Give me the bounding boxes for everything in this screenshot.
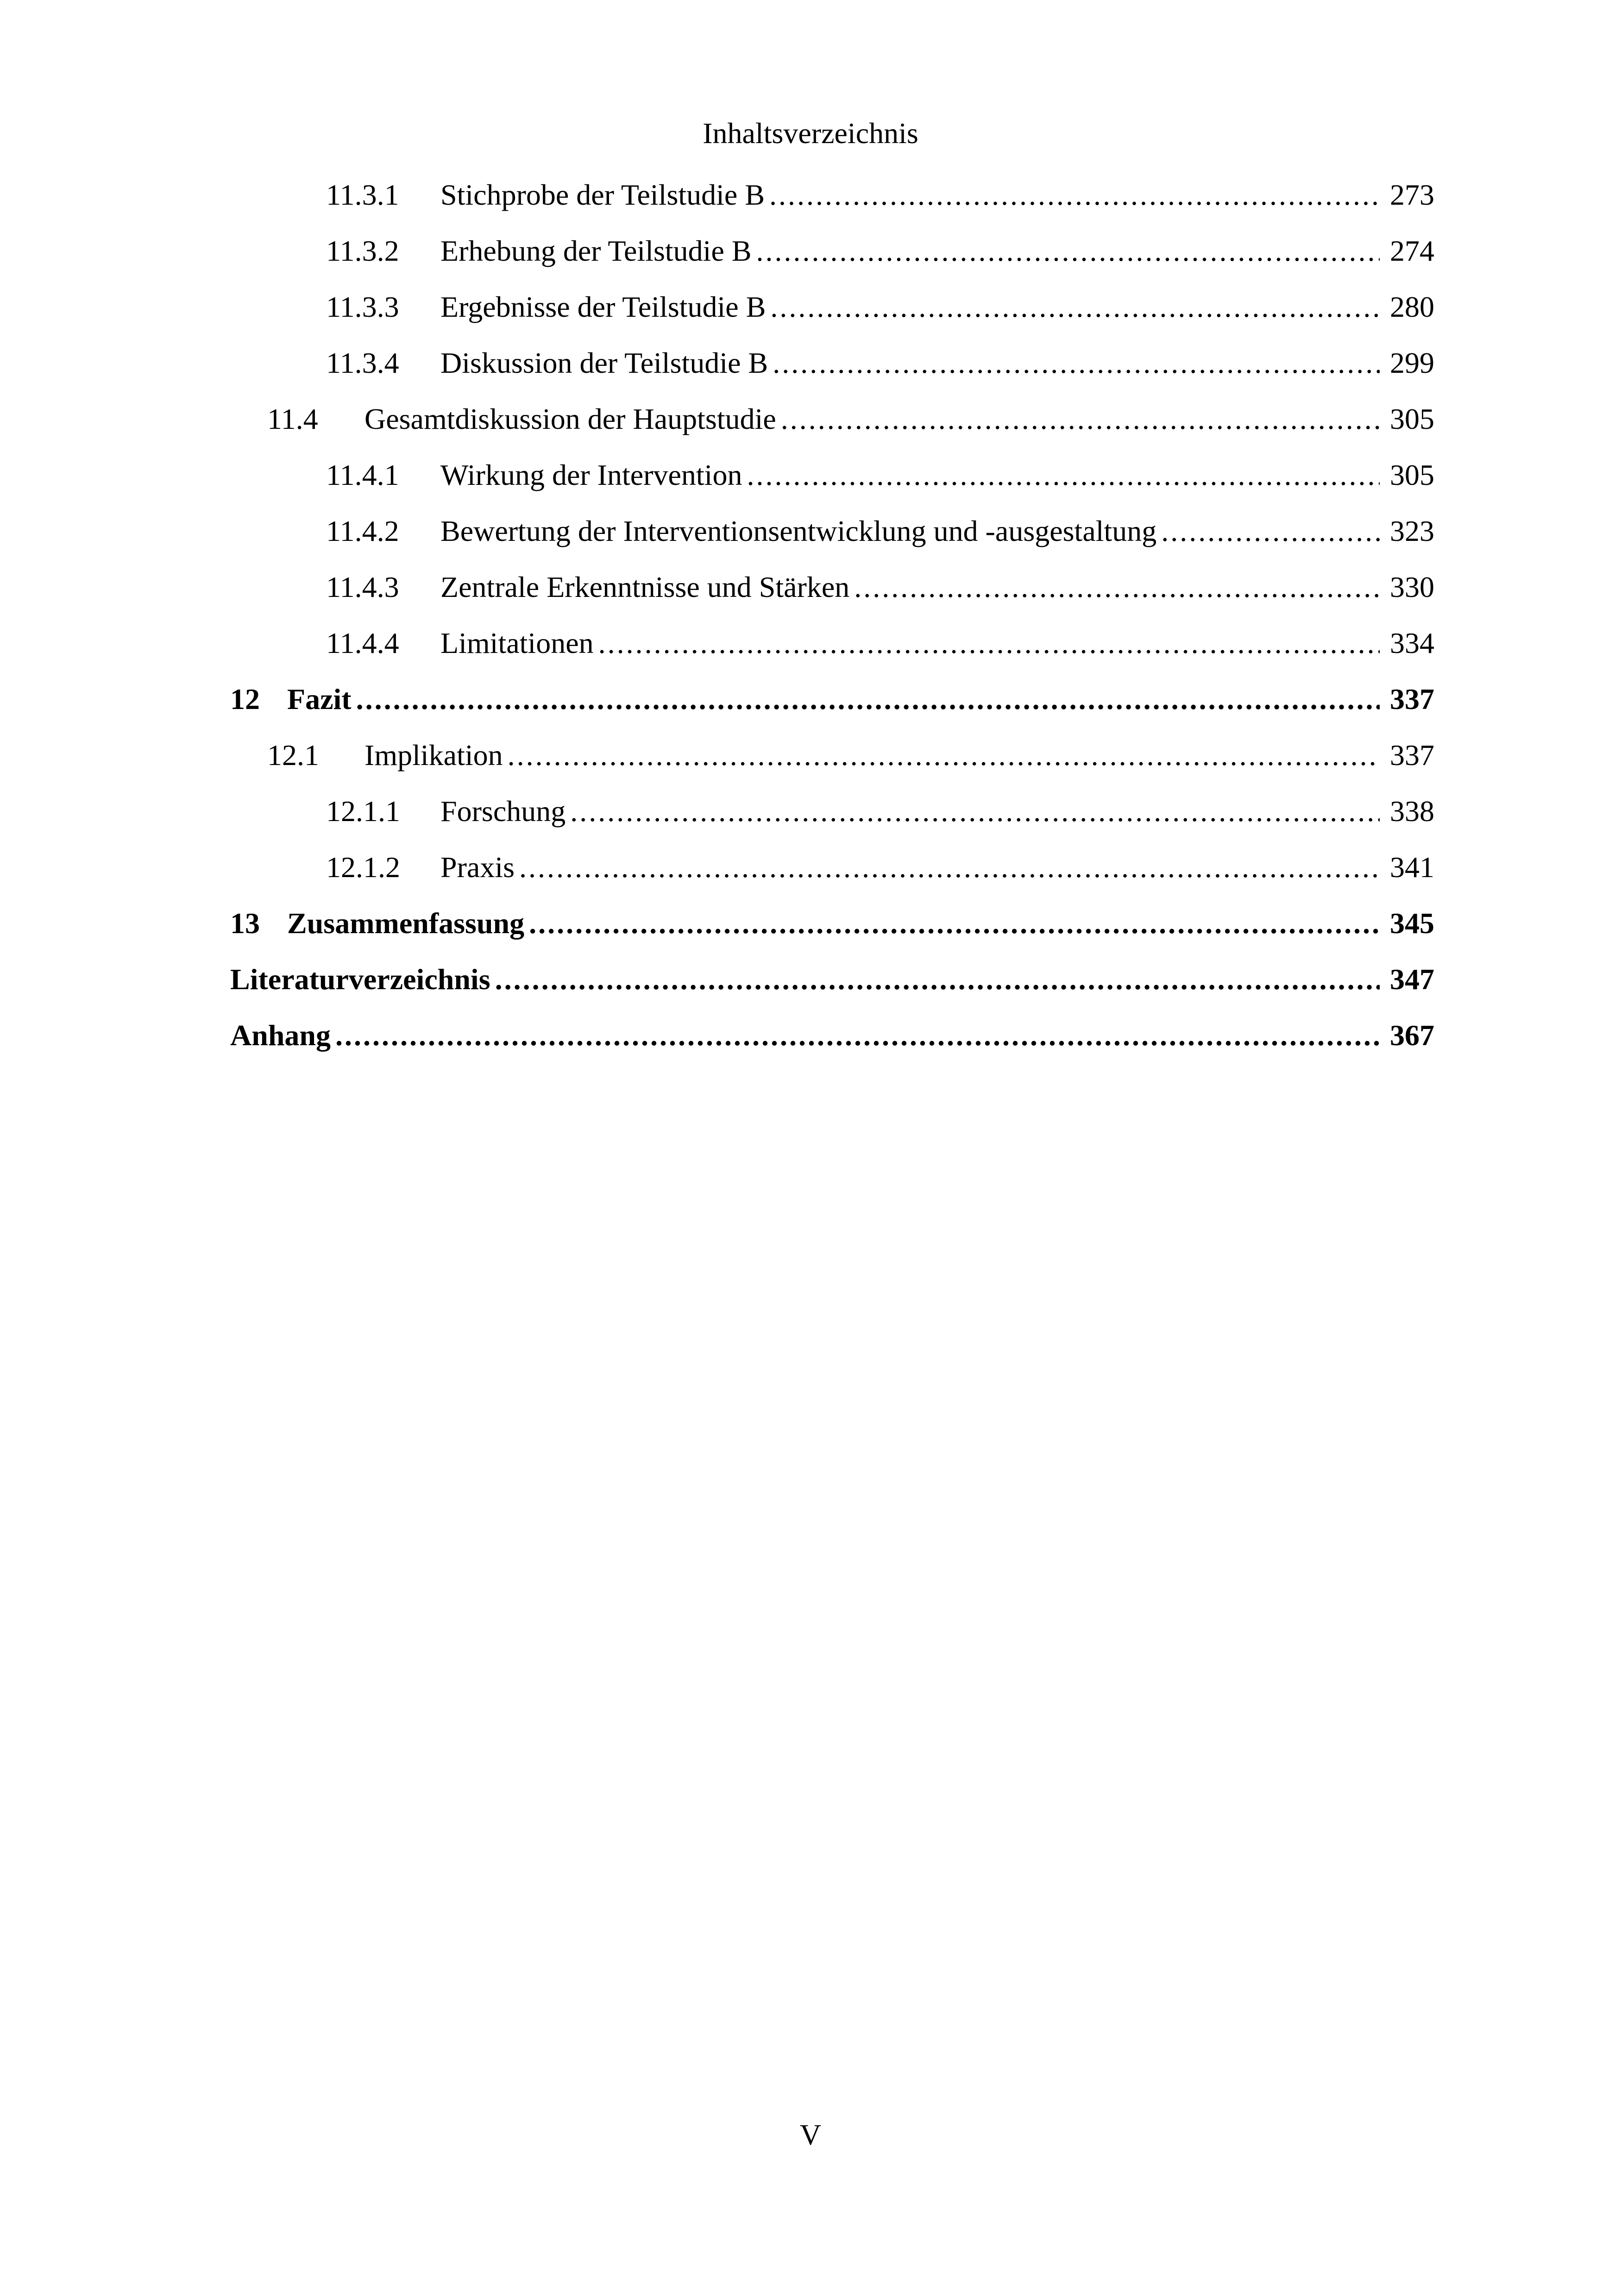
toc-entry-page: 305	[1390, 458, 1434, 491]
toc-entry-number: 11.3.4	[326, 346, 399, 379]
dot-leader	[770, 289, 1380, 326]
toc-entry-number: 11.3.3	[326, 290, 399, 323]
toc-entry-number: 11.3.2	[326, 234, 399, 267]
toc-entry-page: 274	[1390, 234, 1434, 267]
toc-entry-page: 334	[1390, 626, 1434, 659]
dot-leader	[519, 849, 1380, 886]
toc-entry[interactable]	[230, 391, 1434, 447]
toc-chapter-entry[interactable]	[230, 895, 1434, 951]
dot-leader	[495, 961, 1380, 998]
toc-chapter-entry[interactable]	[230, 671, 1434, 727]
dot-leader	[356, 681, 1380, 718]
dot-leader	[781, 401, 1380, 438]
page-number: V	[799, 2118, 822, 2151]
toc-entry-title: Wirkung der Intervention	[440, 458, 742, 491]
toc-entry-number: 12.1	[267, 738, 319, 772]
toc-entry-page: 337	[1390, 682, 1434, 715]
dot-leader	[598, 625, 1380, 662]
toc-entry[interactable]	[230, 279, 1434, 335]
toc-entry-page: 337	[1390, 738, 1434, 772]
toc-entry-page: 305	[1390, 402, 1434, 435]
toc-entry[interactable]	[230, 167, 1434, 223]
toc-entry-number: 12.1.2	[326, 850, 400, 884]
toc-entry-number: 11.4	[267, 402, 318, 435]
toc-entry-title: Forschung	[440, 794, 566, 828]
toc-entry-number: 11.4.4	[326, 626, 399, 659]
toc-entry-title: Limitationen	[440, 626, 594, 659]
dot-leader	[773, 345, 1380, 382]
dot-leader	[1161, 513, 1380, 550]
toc-entry-title: Implikation	[364, 738, 503, 772]
toc-entry-number: 12.1.1	[326, 794, 400, 828]
toc-entry-page: 280	[1390, 290, 1434, 323]
toc-entry[interactable]	[230, 727, 1434, 783]
toc-entry-page: 347	[1390, 962, 1434, 996]
toc-entry-page: 338	[1390, 794, 1434, 828]
toc-entry-title: Ergebnisse der Teilstudie B	[440, 290, 766, 323]
toc-entry-title: Gesamtdiskussion der Hauptstudie	[364, 402, 776, 435]
toc-entry-title: Erhebung der Teilstudie B	[440, 234, 752, 267]
toc-entry-page: 330	[1390, 570, 1434, 603]
toc-entry-title: Stichprobe der Teilstudie B	[440, 178, 765, 211]
toc-entry[interactable]	[230, 223, 1434, 279]
toc-entry[interactable]	[230, 503, 1434, 559]
toc-entry[interactable]	[230, 335, 1434, 391]
toc-entry-title: Literaturverzeichnis	[230, 962, 490, 996]
dot-leader	[756, 232, 1380, 270]
toc-entry-number: 11.4.1	[326, 458, 399, 491]
toc-chapter-entry[interactable]	[230, 1007, 1434, 1063]
toc-chapter-entry[interactable]	[230, 951, 1434, 1007]
toc-entry-page: 345	[1390, 906, 1434, 940]
running-header: Inhaltsverzeichnis	[703, 117, 918, 150]
toc-entry[interactable]	[230, 839, 1434, 895]
toc-entry[interactable]	[230, 559, 1434, 615]
toc-entry-page: 341	[1390, 850, 1434, 884]
toc-entry[interactable]	[230, 447, 1434, 503]
dot-leader	[335, 1017, 1380, 1054]
toc-entry-number: 12	[230, 682, 260, 715]
toc-entry-title: Praxis	[440, 850, 515, 884]
toc-entry-page: 367	[1390, 1018, 1434, 1052]
dot-leader	[508, 737, 1380, 774]
dot-leader	[529, 905, 1380, 942]
toc-entry-page: 273	[1390, 178, 1434, 211]
toc-entry[interactable]	[230, 783, 1434, 839]
toc-entry-title: Zusammenfassung	[287, 906, 525, 940]
toc-entry-title: Zentrale Erkenntnisse und Stärken	[440, 570, 850, 603]
toc-entry-title: Diskussion der Teilstudie B	[440, 346, 768, 379]
toc-entry-title: Bewertung der Interventionsentwicklung und -ausgestaltung	[440, 514, 1157, 547]
toc-entry-number: 11.4.3	[326, 570, 399, 603]
dot-leader	[769, 176, 1380, 213]
toc-entry-number: 11.3.1	[326, 178, 399, 211]
toc-entry-title: Fazit	[287, 682, 352, 715]
toc-entry-title: Anhang	[230, 1018, 331, 1052]
toc-entry-page: 299	[1390, 346, 1434, 379]
dot-leader	[854, 569, 1380, 606]
toc-entry[interactable]	[230, 615, 1434, 671]
dot-leader	[747, 457, 1380, 494]
table-of-contents	[230, 167, 1434, 1063]
toc-entry-number: 13	[230, 906, 260, 940]
dot-leader	[570, 793, 1380, 830]
toc-entry-page: 323	[1390, 514, 1434, 547]
toc-entry-number: 11.4.2	[326, 514, 399, 547]
